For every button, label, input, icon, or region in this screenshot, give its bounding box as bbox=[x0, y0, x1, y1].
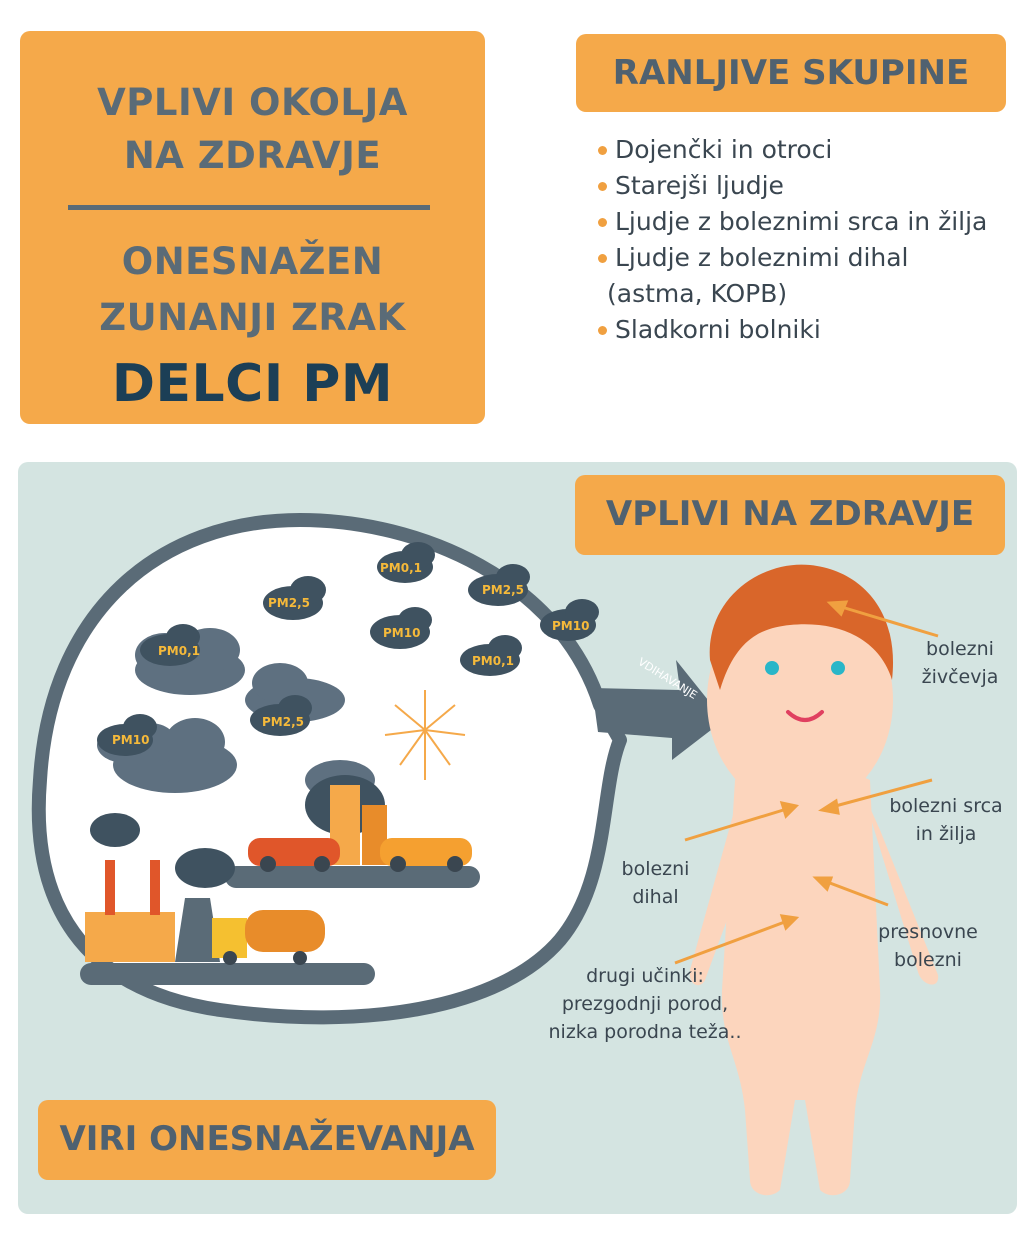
label-line: nizka porodna teža.. bbox=[548, 1021, 742, 1043]
subtitle-line-1: ONESNAŽEN bbox=[121, 240, 384, 283]
list-item-text: Starejši ljudje bbox=[615, 171, 784, 200]
title-line-1: VPLIVI OKOLJA bbox=[97, 81, 408, 124]
main-heading: DELCI PM bbox=[111, 354, 394, 414]
label-line: presnovne bbox=[878, 921, 978, 943]
label-line: bolezni bbox=[621, 858, 690, 880]
particle-label: PM2,5 bbox=[262, 715, 304, 729]
title-line-2: NA ZDRAVJE bbox=[123, 134, 382, 177]
particle-label: PM2,5 bbox=[268, 596, 310, 610]
particle-label: PM0,1 bbox=[380, 561, 422, 575]
particle-label: PM10 bbox=[383, 626, 421, 640]
label-line: dihal bbox=[632, 886, 679, 908]
impacts-header: VPLIVI NA ZDRAVJE bbox=[605, 494, 975, 534]
label-metabolic bbox=[868, 918, 988, 974]
sources-header-box bbox=[38, 1100, 496, 1180]
list-item-text: Sladkorni bolniki bbox=[615, 315, 821, 344]
label-line: živčevja bbox=[921, 666, 999, 688]
child-figure bbox=[690, 565, 938, 1196]
label-line: bolezni srca bbox=[889, 795, 1003, 817]
label-line: bolezni bbox=[926, 638, 994, 660]
list-item-text: Ljudje z boleznimi dihal bbox=[615, 243, 909, 272]
subtitle-line-2: ZUNANJI ZRAK bbox=[99, 296, 406, 339]
vulnerable-header: RANLJIVE SKUPINE bbox=[612, 53, 970, 93]
label-line: drugi učinki: bbox=[586, 965, 704, 987]
particle-label: PM10 bbox=[552, 619, 590, 633]
particle-label: PM0,1 bbox=[158, 644, 200, 658]
particle-label: PM2,5 bbox=[482, 583, 524, 597]
list-item-text: (astma, KOPB) bbox=[607, 279, 788, 308]
list-item-text: Dojenčki in otroci bbox=[615, 135, 833, 164]
list-item-text: Ljudje z boleznimi srca in žilja bbox=[615, 207, 988, 236]
particle-label: PM0,1 bbox=[472, 654, 514, 668]
label-heart bbox=[884, 792, 1008, 848]
label-line: in žilja bbox=[915, 823, 977, 845]
particle-label: PM10 bbox=[112, 733, 150, 747]
label-nerves bbox=[915, 635, 1005, 691]
label-line: bolezni bbox=[894, 949, 962, 971]
label-respiratory bbox=[608, 855, 703, 911]
label-other-effects bbox=[535, 962, 755, 1046]
inhalation-label: VDIHAVANJE bbox=[635, 655, 700, 702]
sources-header: VIRI ONESNAŽEVANJA bbox=[59, 1119, 475, 1159]
impacts-header-box bbox=[575, 475, 1005, 555]
label-line: prezgodnji porod, bbox=[561, 993, 729, 1015]
